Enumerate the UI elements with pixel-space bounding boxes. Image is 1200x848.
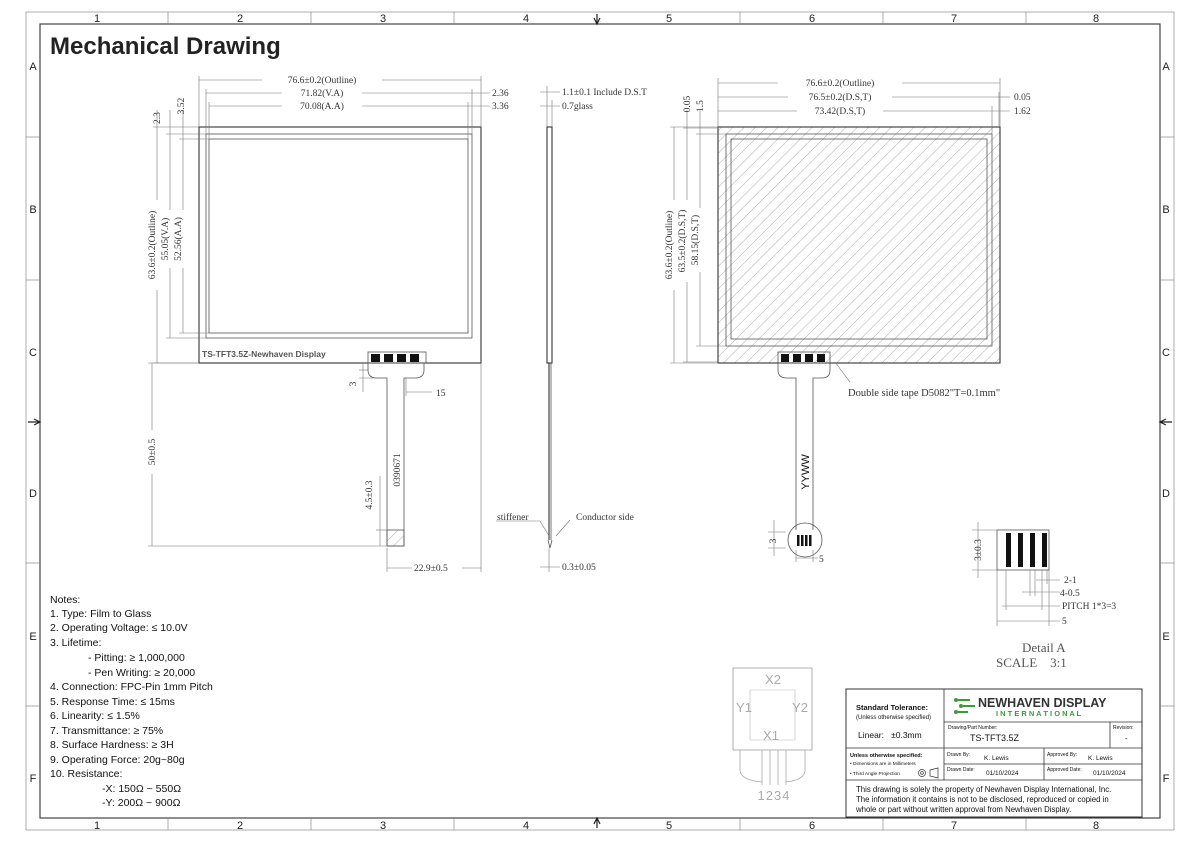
- col-label: 4: [522, 820, 530, 832]
- approved-date: 01/10/2024: [1093, 770, 1126, 777]
- side-view: [496, 86, 647, 573]
- row-label: A: [1162, 61, 1170, 73]
- detail-dim: 2-1: [1064, 576, 1077, 586]
- drawn-by-label: Drawn By:: [947, 752, 971, 758]
- dim-offset: 1.62: [1014, 107, 1031, 117]
- dim-offset: 0.05: [683, 95, 693, 113]
- note-item: -X: 150Ω ~ 550Ω: [102, 783, 182, 795]
- note-item: 5. Response Time: ≤ 15ms: [50, 696, 175, 708]
- dim-thickness: 1.1±0.1 Include D.S.T: [562, 88, 647, 98]
- dim-detail: 3: [769, 538, 779, 544]
- col-label: 4: [522, 13, 530, 25]
- dim-va-width: 71.82(V.A): [300, 89, 344, 99]
- std-tolerance-label: Standard Tolerance:: [856, 703, 928, 712]
- note-item: 10. Resistance:: [50, 768, 123, 780]
- col-label: 8: [1092, 13, 1100, 25]
- row-label: D: [1162, 488, 1170, 500]
- row-label: B: [29, 204, 37, 216]
- unless-specified: Unless otherwise specified:: [850, 753, 923, 759]
- detail-a: [972, 522, 1116, 670]
- detail-title: Detail A: [1022, 640, 1066, 655]
- col-label: 7: [950, 13, 958, 25]
- note-item: 6. Linearity: ≤ 1.5%: [50, 710, 140, 722]
- dim-outline-height: 63.6±0.2(Outline): [148, 210, 158, 280]
- dim-tail: 3: [349, 381, 359, 387]
- disclaimer-line: This drawing is solely the property of Newhaven Display International, Inc.: [856, 785, 1112, 794]
- dim-tail-length: 50±0.5: [148, 438, 158, 466]
- dim-outline-height: 63.6±0.2(Outline): [665, 210, 675, 280]
- col-label: 2: [236, 820, 244, 832]
- units-note: • Dimensions are in Millimeters: [850, 762, 916, 767]
- row-label: F: [1162, 773, 1170, 785]
- dim-tail: 4.5±0.3: [365, 480, 375, 510]
- front-view: [146, 74, 509, 574]
- note-item: 3. Lifetime:: [50, 637, 102, 649]
- row-label: C: [29, 347, 37, 359]
- back-view: [664, 77, 1031, 565]
- detail-dim: 4-0.5: [1060, 589, 1080, 599]
- row-label: D: [29, 488, 37, 500]
- notes: [50, 594, 213, 809]
- dim-offset: 0.05: [1014, 93, 1031, 103]
- drawn-date-label: Drawn Date:: [947, 767, 975, 773]
- col-label: 3: [379, 13, 387, 25]
- page-title: Mechanical Drawing: [50, 33, 281, 60]
- disclaimer-line: The information it contains is not to be disclosed, reproduced or copied in: [856, 795, 1109, 804]
- touch-schematic: [733, 668, 812, 803]
- dim-offset: 2.36: [492, 89, 509, 99]
- dim-tape-width: 76.5±0.2(D.S,T): [808, 93, 872, 103]
- col-label: 6: [808, 13, 816, 25]
- approved-by-label: Approved By:: [1047, 752, 1078, 758]
- approved-date-label: Approved Date:: [1047, 767, 1082, 773]
- tape-note: Double side tape D5082"T=0.1mm": [848, 388, 1001, 399]
- note-item: - Pitting: ≥ 1,000,000: [88, 652, 185, 664]
- note-item: 4. Connection: FPC-Pin 1mm Pitch: [50, 681, 213, 693]
- date-code: YYWW: [800, 454, 812, 490]
- dim-glass: 0.7glass: [562, 102, 593, 112]
- schematic-x2: X2: [765, 672, 781, 687]
- row-label: C: [1162, 347, 1170, 359]
- dim-tape-height: 63.5±0.2(D.S,T): [678, 209, 688, 273]
- schematic-x1: X1: [763, 728, 779, 743]
- detail-pitch: PITCH 1*3=3: [1062, 602, 1117, 612]
- col-label: 1: [93, 820, 101, 832]
- dim-offset: 3.52: [177, 97, 187, 115]
- drawn-date: 01/10/2024: [986, 770, 1019, 777]
- detail-dim: 5: [1062, 617, 1067, 627]
- dim-va-height: 55.05(V.A): [161, 217, 171, 261]
- note-item: -Y: 200Ω ~ 900Ω: [102, 797, 181, 809]
- row-label: E: [1162, 631, 1170, 643]
- company-name: NEWHAVEN DISPLAY: [978, 696, 1107, 710]
- dim-offset: 1.5: [696, 100, 706, 112]
- detail-scale: SCALE 3:1: [996, 655, 1067, 670]
- linear-tolerance: Linear: ±0.3mm: [858, 730, 922, 740]
- dim-aa-width: 70.08(A.A): [300, 102, 344, 112]
- col-label: 8: [1092, 820, 1100, 832]
- col-label: 1: [93, 13, 101, 25]
- part-number: TS-TFT3.5Z: [970, 733, 1019, 743]
- note-item: 2. Operating Voltage: ≤ 10.0V: [50, 622, 188, 634]
- row-label: E: [29, 631, 37, 643]
- company-intl: I N T E R N A T I O N A L: [996, 709, 1082, 718]
- dim-outline-width: 76.6±0.2(Outline): [287, 76, 357, 86]
- row-label: F: [29, 773, 37, 785]
- schematic-y1: Y1: [736, 700, 752, 715]
- col-label: 6: [808, 820, 816, 832]
- dim-tape-width: 73.42(D.S,T): [814, 107, 866, 117]
- dim-detail: 5: [819, 555, 824, 565]
- col-label: 2: [236, 13, 244, 25]
- col-label: 7: [950, 820, 958, 832]
- dim-aa-height: 52.56(A.A): [174, 217, 184, 261]
- dim-tail-width: 22.9±0.5: [414, 564, 448, 574]
- part-number-label: Drawing/Part Number:: [948, 725, 998, 731]
- col-label: 5: [665, 13, 673, 25]
- tail-code: 0390671: [393, 453, 403, 487]
- dim-tail-thickness: 0.3±0.05: [562, 563, 596, 573]
- dim-tail: 15: [436, 389, 446, 399]
- dim-tape-height: 58.15(D.S,T): [691, 214, 701, 266]
- stiffener-label: stiffener: [497, 513, 529, 523]
- approved-by: K. Lewis: [1088, 755, 1113, 762]
- title-block: [846, 689, 1142, 817]
- disclaimer-line: whole or part without written approval from Newhaven Display.: [856, 805, 1072, 814]
- revision-label: Revision:: [1113, 725, 1134, 731]
- conductor-label: Conductor side: [576, 513, 634, 523]
- revision: -: [1125, 734, 1128, 743]
- col-label: 3: [379, 820, 387, 832]
- note-item: 8. Surface Hardness: ≥ 3H: [50, 739, 174, 751]
- note-item: 9. Operating Force: 20g~80g: [50, 754, 185, 766]
- col-label: 5: [665, 820, 673, 832]
- schematic-y2: Y2: [792, 700, 808, 715]
- note-item: - Pen Writing: ≥ 20,000: [88, 667, 196, 679]
- row-label: A: [29, 61, 37, 73]
- drawn-by: K. Lewis: [984, 755, 1009, 762]
- note-item: 1. Type: Film to Glass: [50, 608, 152, 620]
- row-label: B: [1162, 204, 1170, 216]
- dim-offset: 2.3: [153, 112, 163, 124]
- std-tolerance-note: (Unless otherwise specified): [856, 715, 932, 721]
- product-label: TS-TFT3.5Z-Newhaven Display: [202, 349, 326, 359]
- note-item: 7. Transmittance: ≥ 75%: [50, 725, 164, 737]
- detail-height: 3±0.3: [974, 539, 984, 561]
- projection-note: • Third Angle Projection: [850, 772, 900, 777]
- dim-offset: 3.36: [492, 102, 509, 112]
- dim-outline-width: 76.6±0.2(Outline): [805, 79, 875, 89]
- notes-heading: Notes:: [50, 594, 81, 606]
- schematic-pins: 1234: [757, 788, 791, 803]
